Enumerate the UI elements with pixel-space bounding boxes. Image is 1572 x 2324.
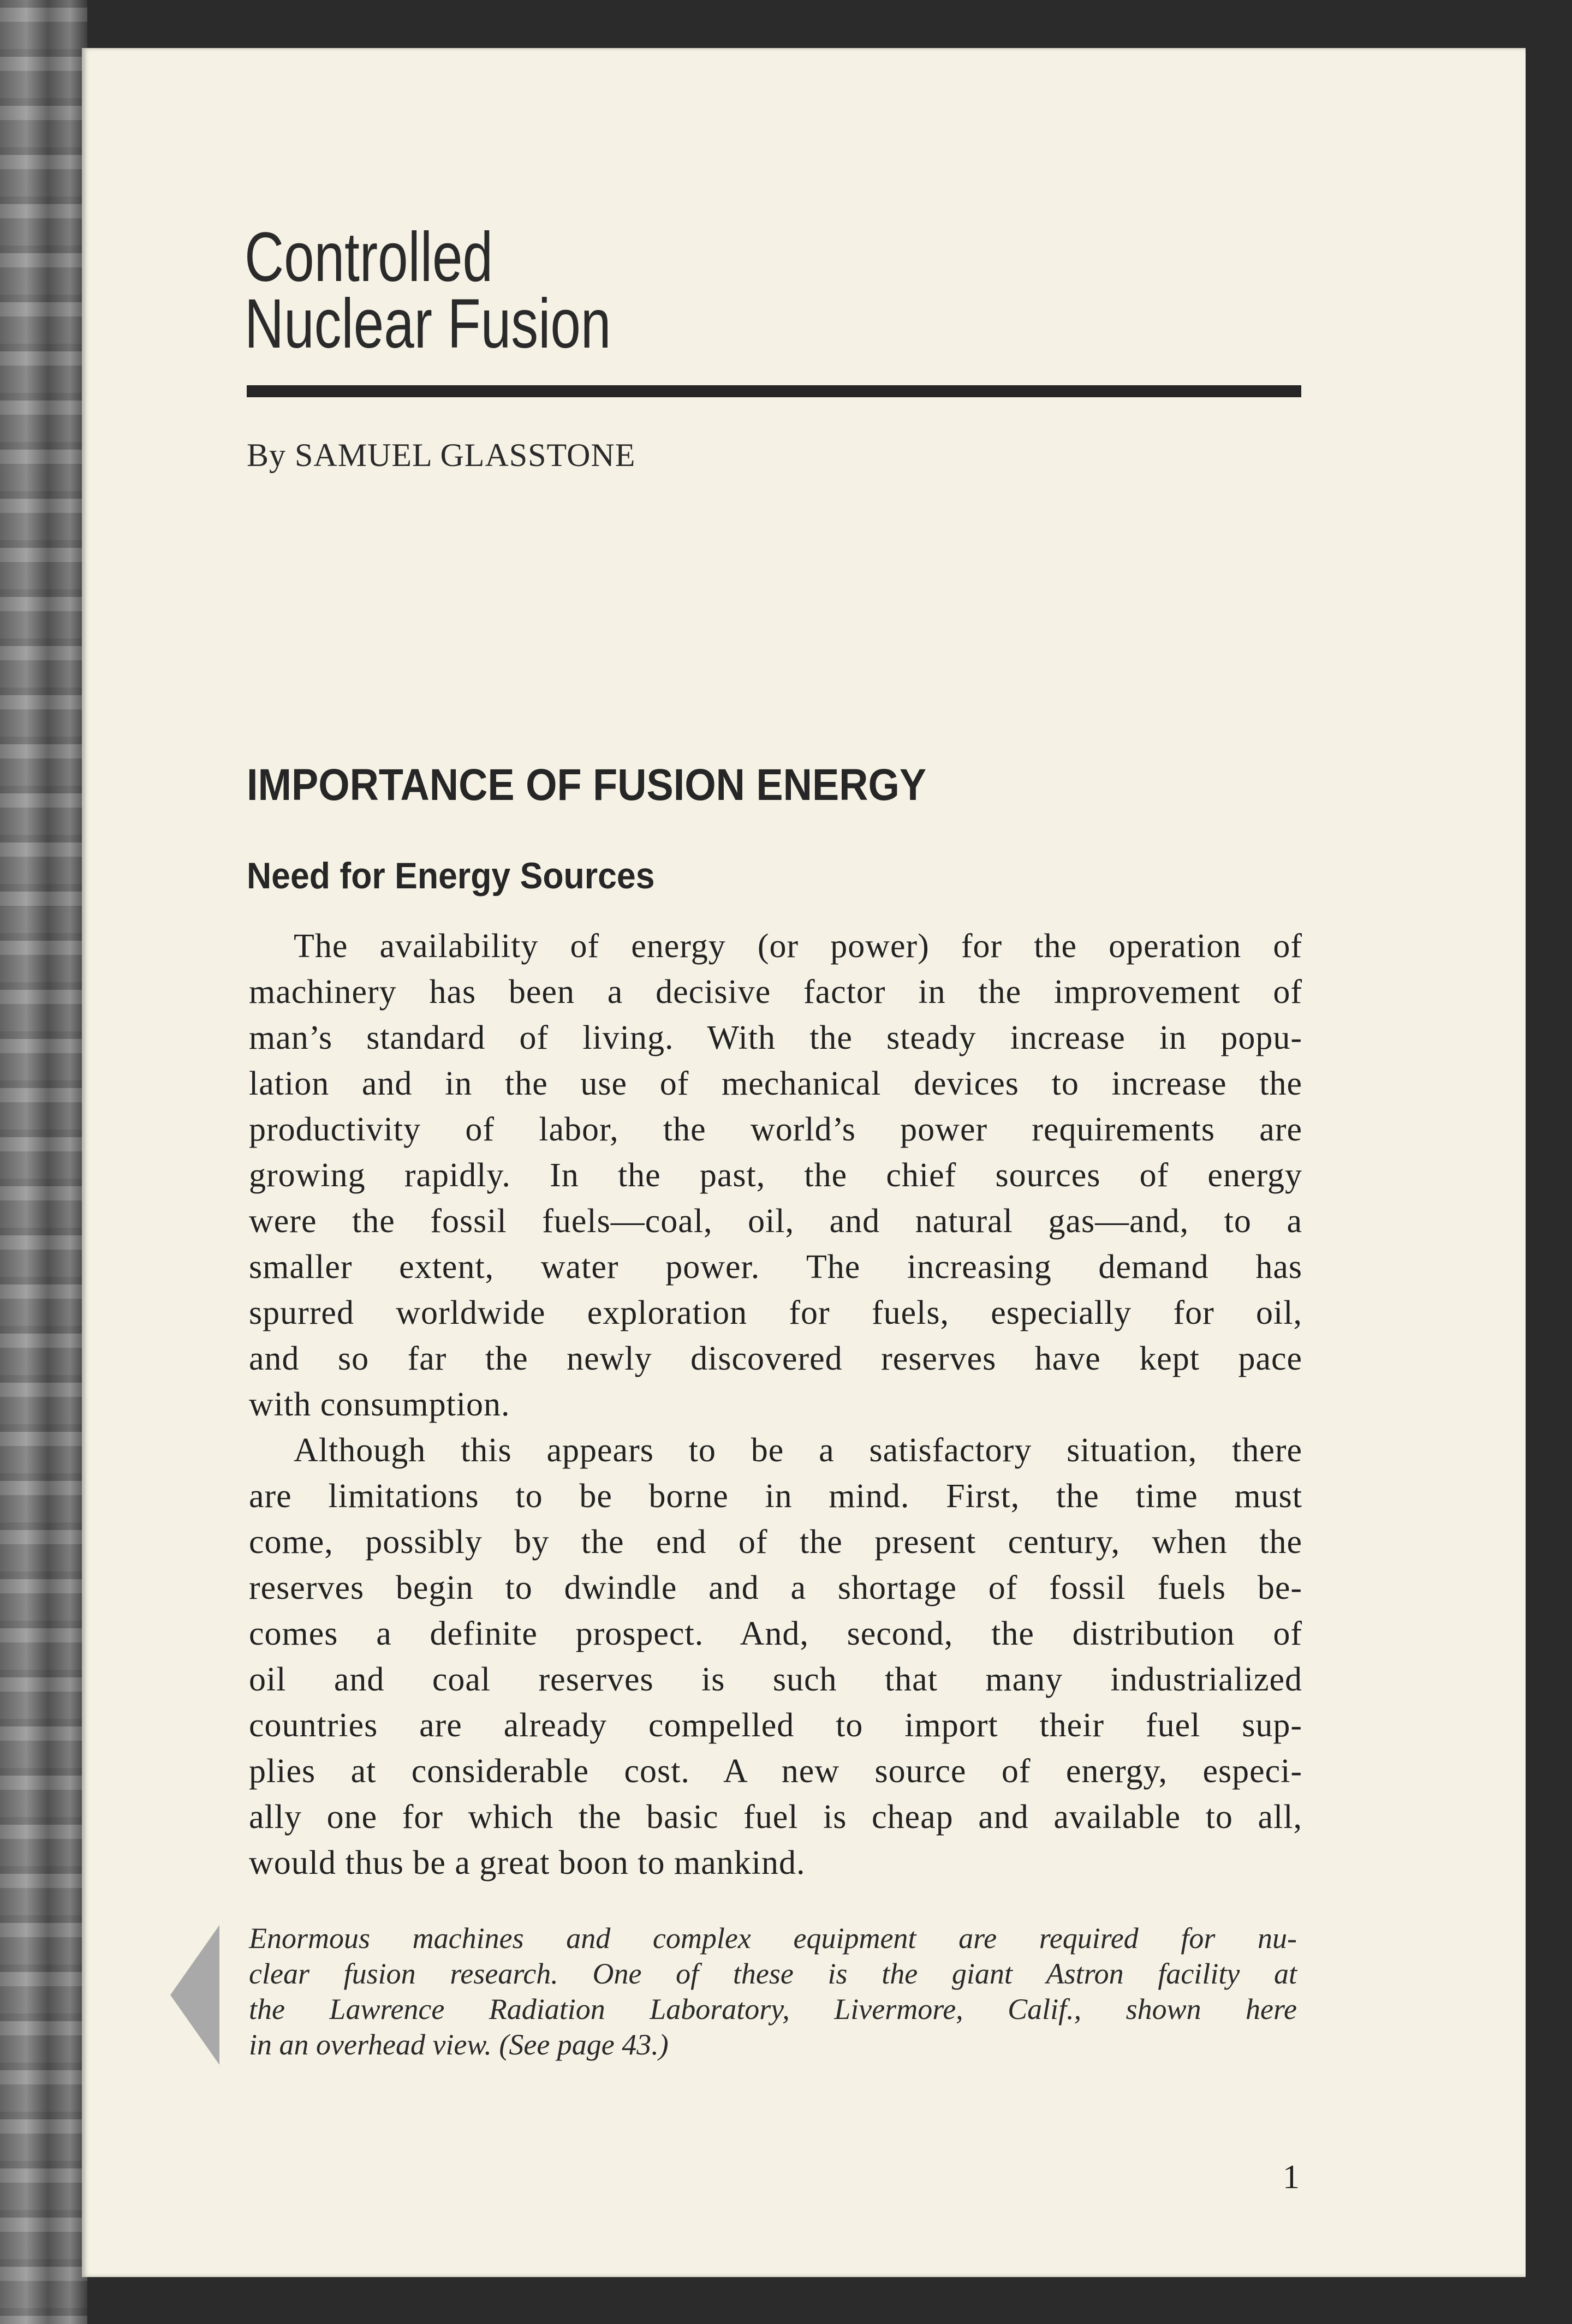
text-line: oil and coal reserves is such that many industrialized (249, 1661, 1302, 1698)
text-line: machinery has been a decisive factor in the improvement of (249, 973, 1302, 1011)
text-line: come, possibly by the end of the present century, when the (249, 1524, 1302, 1561)
text-line: were the fossil fuels—coal, oil, and natural gas—and, to a (249, 1203, 1302, 1240)
text-line: smaller extent, water power. The increasing demand has (249, 1248, 1302, 1286)
page-number: 1 (1283, 2159, 1300, 2196)
byline: By SAMUEL GLASSTONE (247, 437, 636, 473)
section-heading: IMPORTANCE OF FUSION ENERGY (247, 760, 927, 810)
text-line: countries are already compelled to import their fuel sup- (249, 1707, 1302, 1744)
caption-pointer-arrow-icon (170, 1925, 219, 2065)
text-line: man’s standard of living. With the steady increase in popu- (249, 1019, 1302, 1056)
text-line: growing rapidly. In the past, the chief sources of energy (249, 1157, 1302, 1194)
text-line: with consumption. (249, 1386, 510, 1423)
text-line: reserves begin to dwindle and a shortage of fossil fuels be- (249, 1569, 1302, 1606)
text-line: The availability of energy (or power) for the operation of (294, 928, 1302, 965)
paragraph-1 (249, 923, 1302, 1427)
text-line: the Lawrence Radiation Laboratory, Livermore, Calif., shown here (249, 1993, 1297, 2026)
text-line: spurred worldwide exploration for fuels, especially for oil, (249, 1294, 1302, 1331)
text-line: plies at considerable cost. A new source of energy, especi- (249, 1753, 1302, 1790)
subheading: Need for Energy Sources (247, 855, 655, 897)
text-line: comes a definite prospect. And, second, the distribution of (249, 1615, 1302, 1652)
text-line: and so far the newly discovered reserves have kept pace (249, 1340, 1302, 1377)
title-rule (247, 385, 1301, 397)
photo-caption (249, 1921, 1297, 2063)
text-line: ally one for which the basic fuel is cheap and available to all, (249, 1799, 1302, 1836)
text-line: in an overhead view. (See page 43.) (249, 2028, 669, 2061)
text-line: productivity of labor, the world’s power requirements are (249, 1111, 1302, 1148)
text-line: Enormous machines and complex equipment are required for nu- (249, 1922, 1297, 1955)
cover-photo-edge (0, 0, 87, 2324)
paragraph-2 (249, 1427, 1302, 1886)
text-line: would thus be a great boon to mankind. (249, 1844, 806, 1881)
title-line-2: Nuclear Fusion (245, 285, 611, 363)
title-line-1: Controlled (245, 218, 493, 296)
text-line: clear fusion research. One of these is the giant Astron facility at (249, 1957, 1297, 1990)
text-line: are limitations to be borne in mind. First, the time must (249, 1478, 1302, 1515)
text-line: lation and in the use of mechanical devices to increase the (249, 1065, 1302, 1102)
text-line: Although this appears to be a satisfactory situation, there (294, 1432, 1302, 1469)
